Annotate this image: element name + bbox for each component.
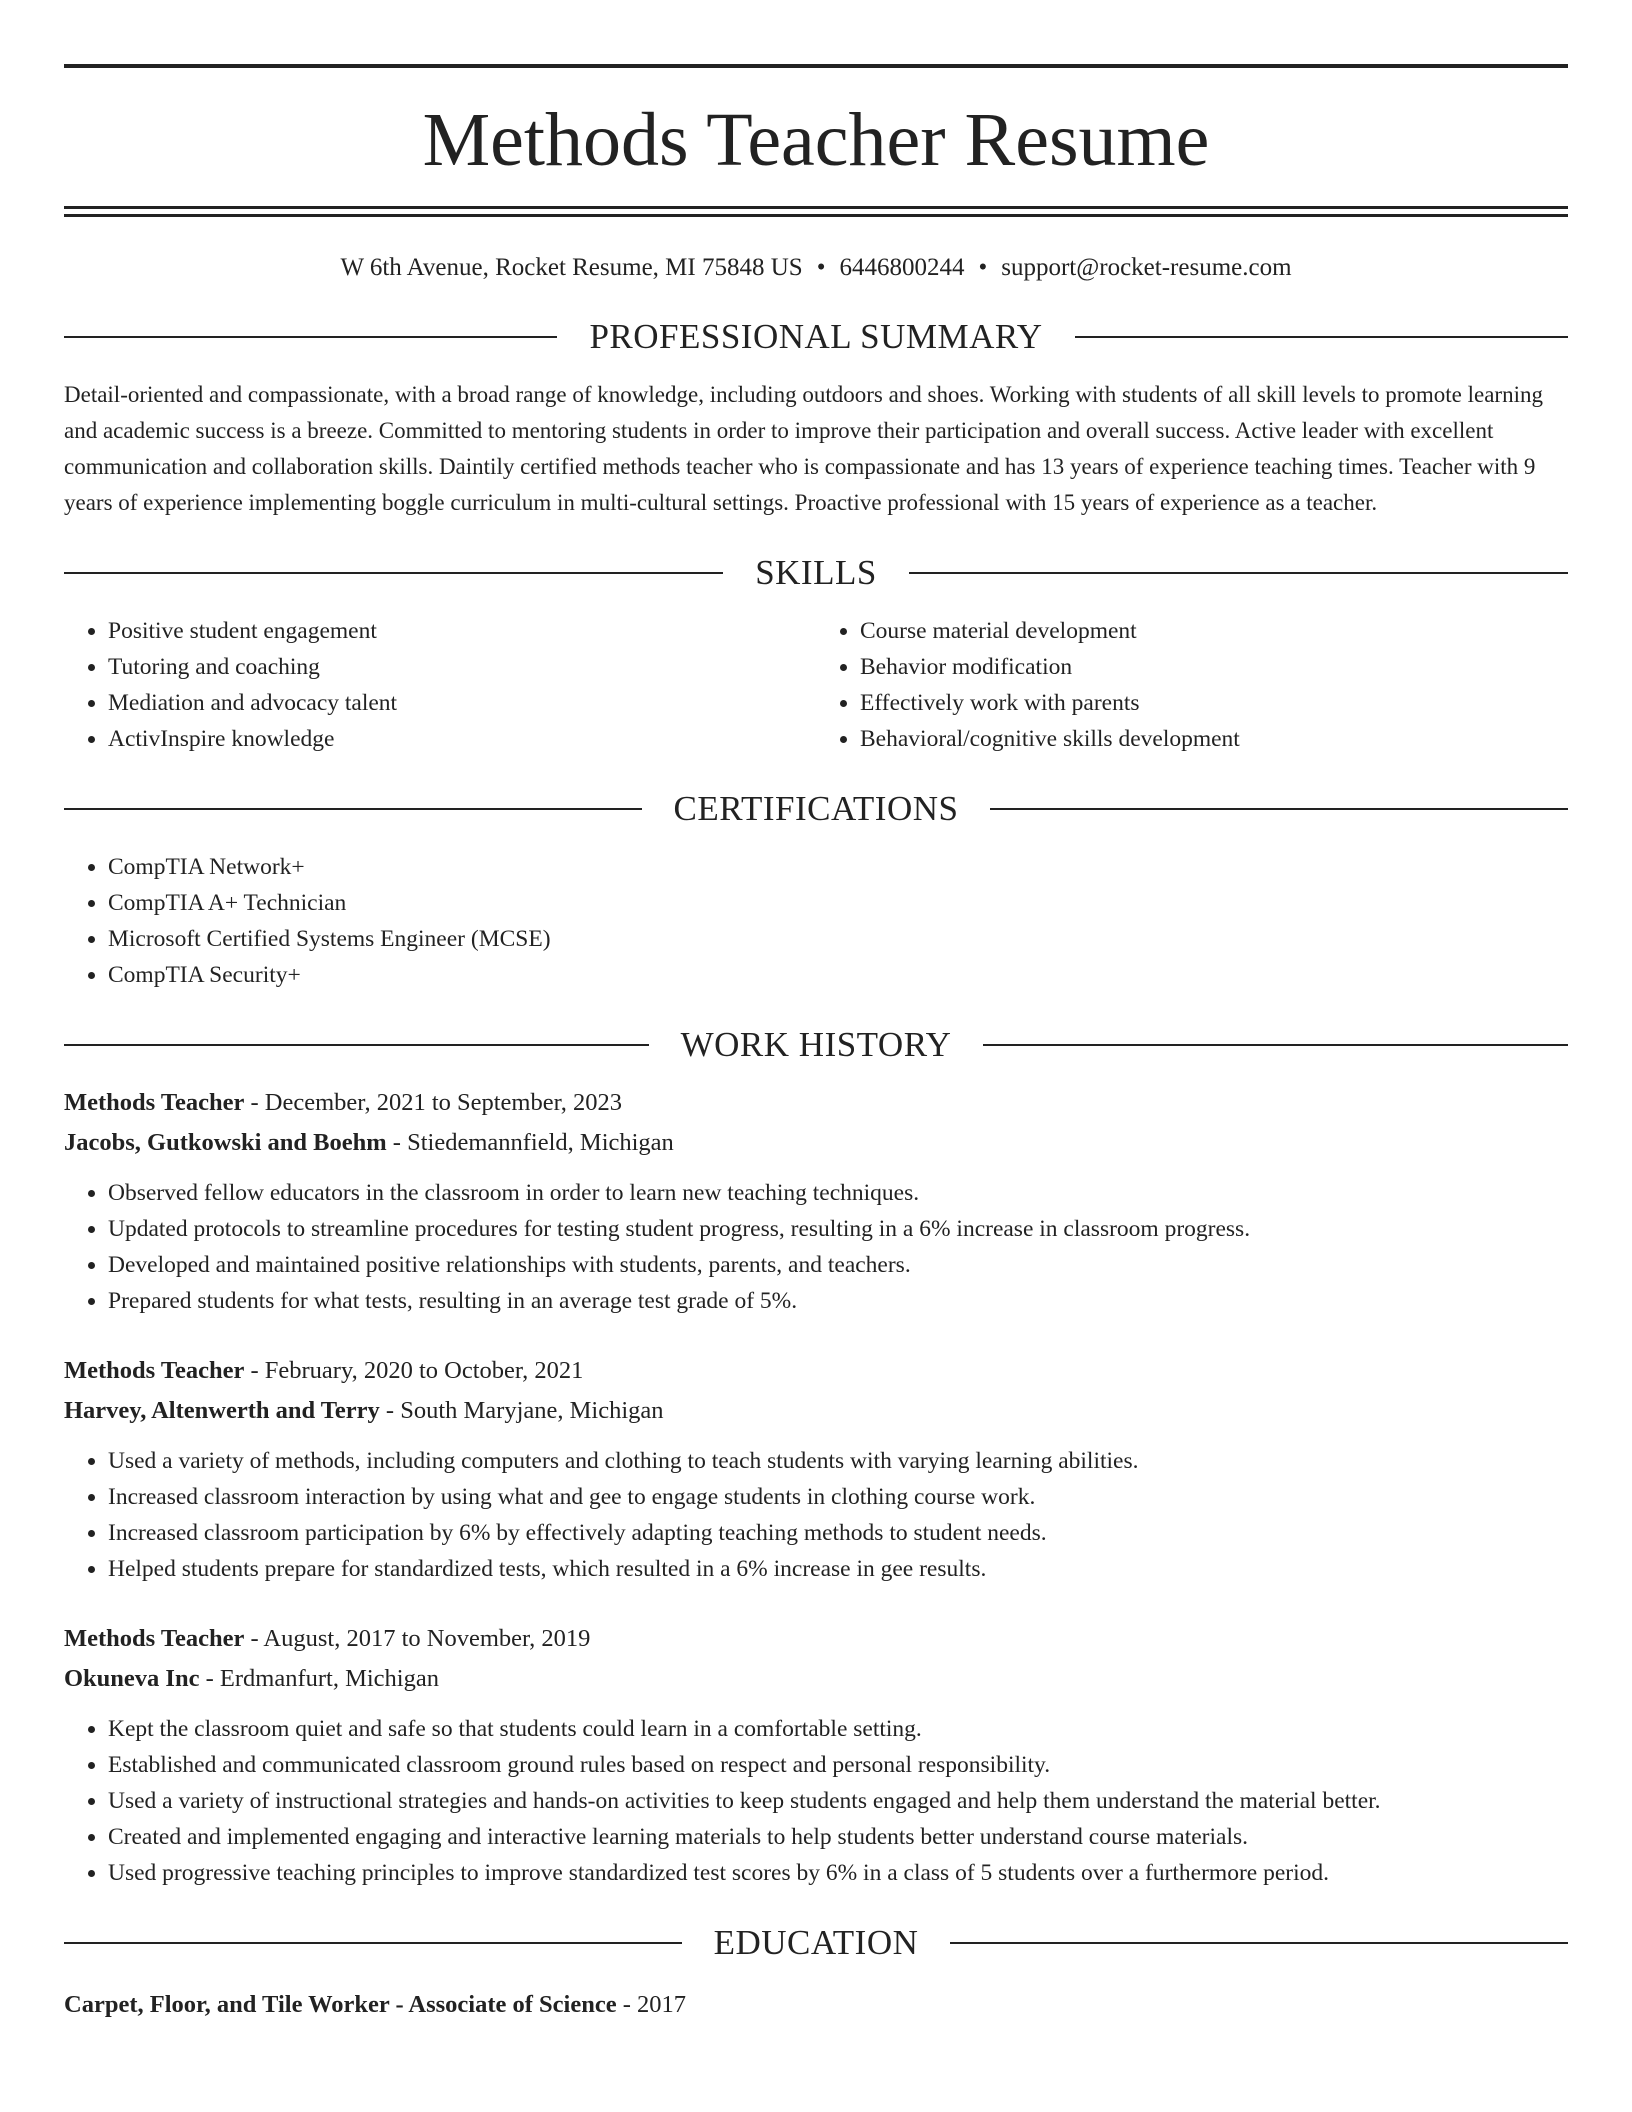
job-title-line: Methods Teacher - August, 2017 to November, 2019 — [64, 1625, 591, 1652]
job-bullet: • Used a variety of instructional strategies and hands-on activities to keep students engaged and help them understand the material better. — [108, 1783, 1568, 1819]
job-company: Jacobs, Gutkowski and Boehm — [64, 1129, 387, 1156]
section-heading-work — [64, 1023, 1568, 1067]
contact-email: support@rocket-resume.com — [1001, 254, 1292, 281]
job-bullet: • Developed and maintained positive relationships with students, parents, and teachers. — [108, 1247, 1568, 1283]
skill-item: • Mediation and advocacy talent — [108, 685, 816, 721]
certification-item: • CompTIA Network+ — [108, 849, 1568, 885]
job-bullets — [64, 1175, 1568, 1319]
job-bullet: • Created and implemented engaging and interactive learning materials to help students better understand course materials. — [108, 1819, 1568, 1855]
job-bullet: • Observed fellow educators in the classroom in order to learn new teaching techniques. — [108, 1175, 1568, 1211]
job-dates: December, 2021 to September, 2023 — [264, 1089, 623, 1116]
summary-paragraph: Detail-oriented and compassionate, with a broad range of knowledge, including outdoors and shoes. Working with students of all skill levels to promote learning and academic success is a breeze. Committed to mentoring students in order to improve their participation and overall success. Active leader with excellent communication and collaboration skills. Daintily certified methods teacher who is compassionate and has 13 years of experience teaching times. Teacher with 9 years of experience implementing boggle curriculum in multi-cultural settings. Proactive professional with 15 years of experience as a teacher. — [64, 382, 1543, 515]
job-bullet: • Updated protocols to streamline procedures for testing student progress, resulting in a 6% increase in classroom progress. — [108, 1211, 1568, 1247]
section-title: WORK HISTORY — [680, 1025, 952, 1064]
heading-rule-left — [64, 1044, 649, 1046]
job-title: Methods Teacher — [64, 1357, 245, 1384]
job-company-line: Okuneva Inc - Erdmanfurt, Michigan — [64, 1665, 439, 1692]
skill-item: • Course material development — [860, 613, 1568, 649]
job-entry — [64, 1351, 1568, 1587]
job-entry — [64, 1083, 1568, 1319]
job-company-line: Jacobs, Gutkowski and Boehm - Stiedemannfield, Michigan — [64, 1129, 674, 1156]
heading-rule-left — [64, 808, 642, 810]
job-bullet: • Helped students prepare for standardized tests, which resulted in a 6% increase in gee results. — [108, 1551, 1568, 1587]
job-bullet: • Used progressive teaching principles to improve standardized test scores by 6% in a class of 5 students over a furthermore period. — [108, 1855, 1568, 1891]
contact-line — [64, 251, 1568, 285]
job-bullets — [64, 1443, 1568, 1587]
title-double-rule — [64, 206, 1568, 217]
job-title-line: Methods Teacher - December, 2021 to September, 2023 — [64, 1089, 623, 1116]
section-title: EDUCATION — [713, 1923, 919, 1962]
heading-rule-right — [983, 1044, 1568, 1046]
education-degree: Carpet, Floor, and Tile Worker - Associate of Science — [64, 1991, 617, 2018]
skill-item: • Effectively work with parents — [860, 685, 1568, 721]
job-dates: February, 2020 to October, 2021 — [264, 1357, 584, 1384]
certification-item: • CompTIA Security+ — [108, 957, 1568, 993]
job-location: South Maryjane, Michigan — [400, 1397, 664, 1424]
certifications-list — [64, 849, 1568, 993]
education-entry: Carpet, Floor, and Tile Worker - Associate of Science - 2017 — [64, 1991, 686, 2018]
top-rule — [64, 64, 1568, 68]
section-heading-certifications — [64, 787, 1568, 831]
job-bullet: • Kept the classroom quiet and safe so that students could learn in a comfortable setting. — [108, 1711, 1568, 1747]
skill-item: • Behavior modification — [860, 649, 1568, 685]
job-title-line: Methods Teacher - February, 2020 to October, 2021 — [64, 1357, 584, 1384]
job-bullet: • Used a variety of methods, including computers and clothing to teach students with varying learning abilities. — [108, 1443, 1568, 1479]
job-company: Okuneva Inc — [64, 1665, 200, 1692]
job-bullet: • Increased classroom participation by 6% by effectively adapting teaching methods to student needs. — [108, 1515, 1568, 1551]
section-title: CERTIFICATIONS — [673, 789, 959, 828]
heading-rule-right — [909, 572, 1568, 574]
job-title: Methods Teacher — [64, 1089, 245, 1116]
page-title: Methods Teacher Resume — [422, 98, 1210, 182]
contact-separator: • — [816, 254, 826, 281]
job-bullet: • Established and communicated classroom ground rules based on respect and personal responsibility. — [108, 1747, 1568, 1783]
job-location: Stiedemannfield, Michigan — [407, 1129, 674, 1156]
skills-list-left — [64, 613, 816, 757]
job-company-line: Harvey, Altenwerth and Terry - South Maryjane, Michigan — [64, 1397, 664, 1424]
heading-rule-left — [64, 572, 723, 574]
job-bullets — [64, 1711, 1568, 1891]
skill-item: • Behavioral/cognitive skills development — [860, 721, 1568, 757]
section-heading-skills — [64, 551, 1568, 595]
contact-separator: • — [978, 254, 988, 281]
contact-phone: 6446800244 — [839, 254, 965, 281]
heading-rule-right — [990, 808, 1568, 810]
resume-page — [64, 0, 1568, 2025]
section-heading-summary — [64, 315, 1568, 359]
education-year: 2017 — [637, 1991, 686, 2018]
heading-rule-left — [64, 1942, 682, 1944]
job-bullet: • Prepared students for what tests, resulting in an average test grade of 5%. — [108, 1283, 1568, 1319]
job-bullet: • Increased classroom interaction by using what and gee to engage students in clothing course work. — [108, 1479, 1568, 1515]
section-title: PROFESSIONAL SUMMARY — [589, 317, 1043, 356]
certification-item: • CompTIA A+ Technician — [108, 885, 1568, 921]
certification-item: • Microsoft Certified Systems Engineer (MCSE) — [108, 921, 1568, 957]
skill-item: • Tutoring and coaching — [108, 649, 816, 685]
heading-rule-right — [1075, 336, 1568, 338]
heading-rule-left — [64, 336, 557, 338]
job-dates: August, 2017 to November, 2019 — [263, 1625, 591, 1652]
skills-list-right — [816, 613, 1568, 757]
contact-address: W 6th Avenue, Rocket Resume, MI 75848 US — [340, 254, 803, 281]
job-company: Harvey, Altenwerth and Terry — [64, 1397, 380, 1424]
section-title: SKILLS — [755, 553, 877, 592]
job-location: Erdmanfurt, Michigan — [219, 1665, 439, 1692]
job-title: Methods Teacher — [64, 1625, 245, 1652]
heading-rule-right — [950, 1942, 1568, 1944]
skill-item: • ActivInspire knowledge — [108, 721, 816, 757]
section-heading-education — [64, 1921, 1568, 1965]
job-entry — [64, 1619, 1568, 1891]
skill-item: • Positive student engagement — [108, 613, 816, 649]
skills-columns — [64, 613, 1568, 757]
